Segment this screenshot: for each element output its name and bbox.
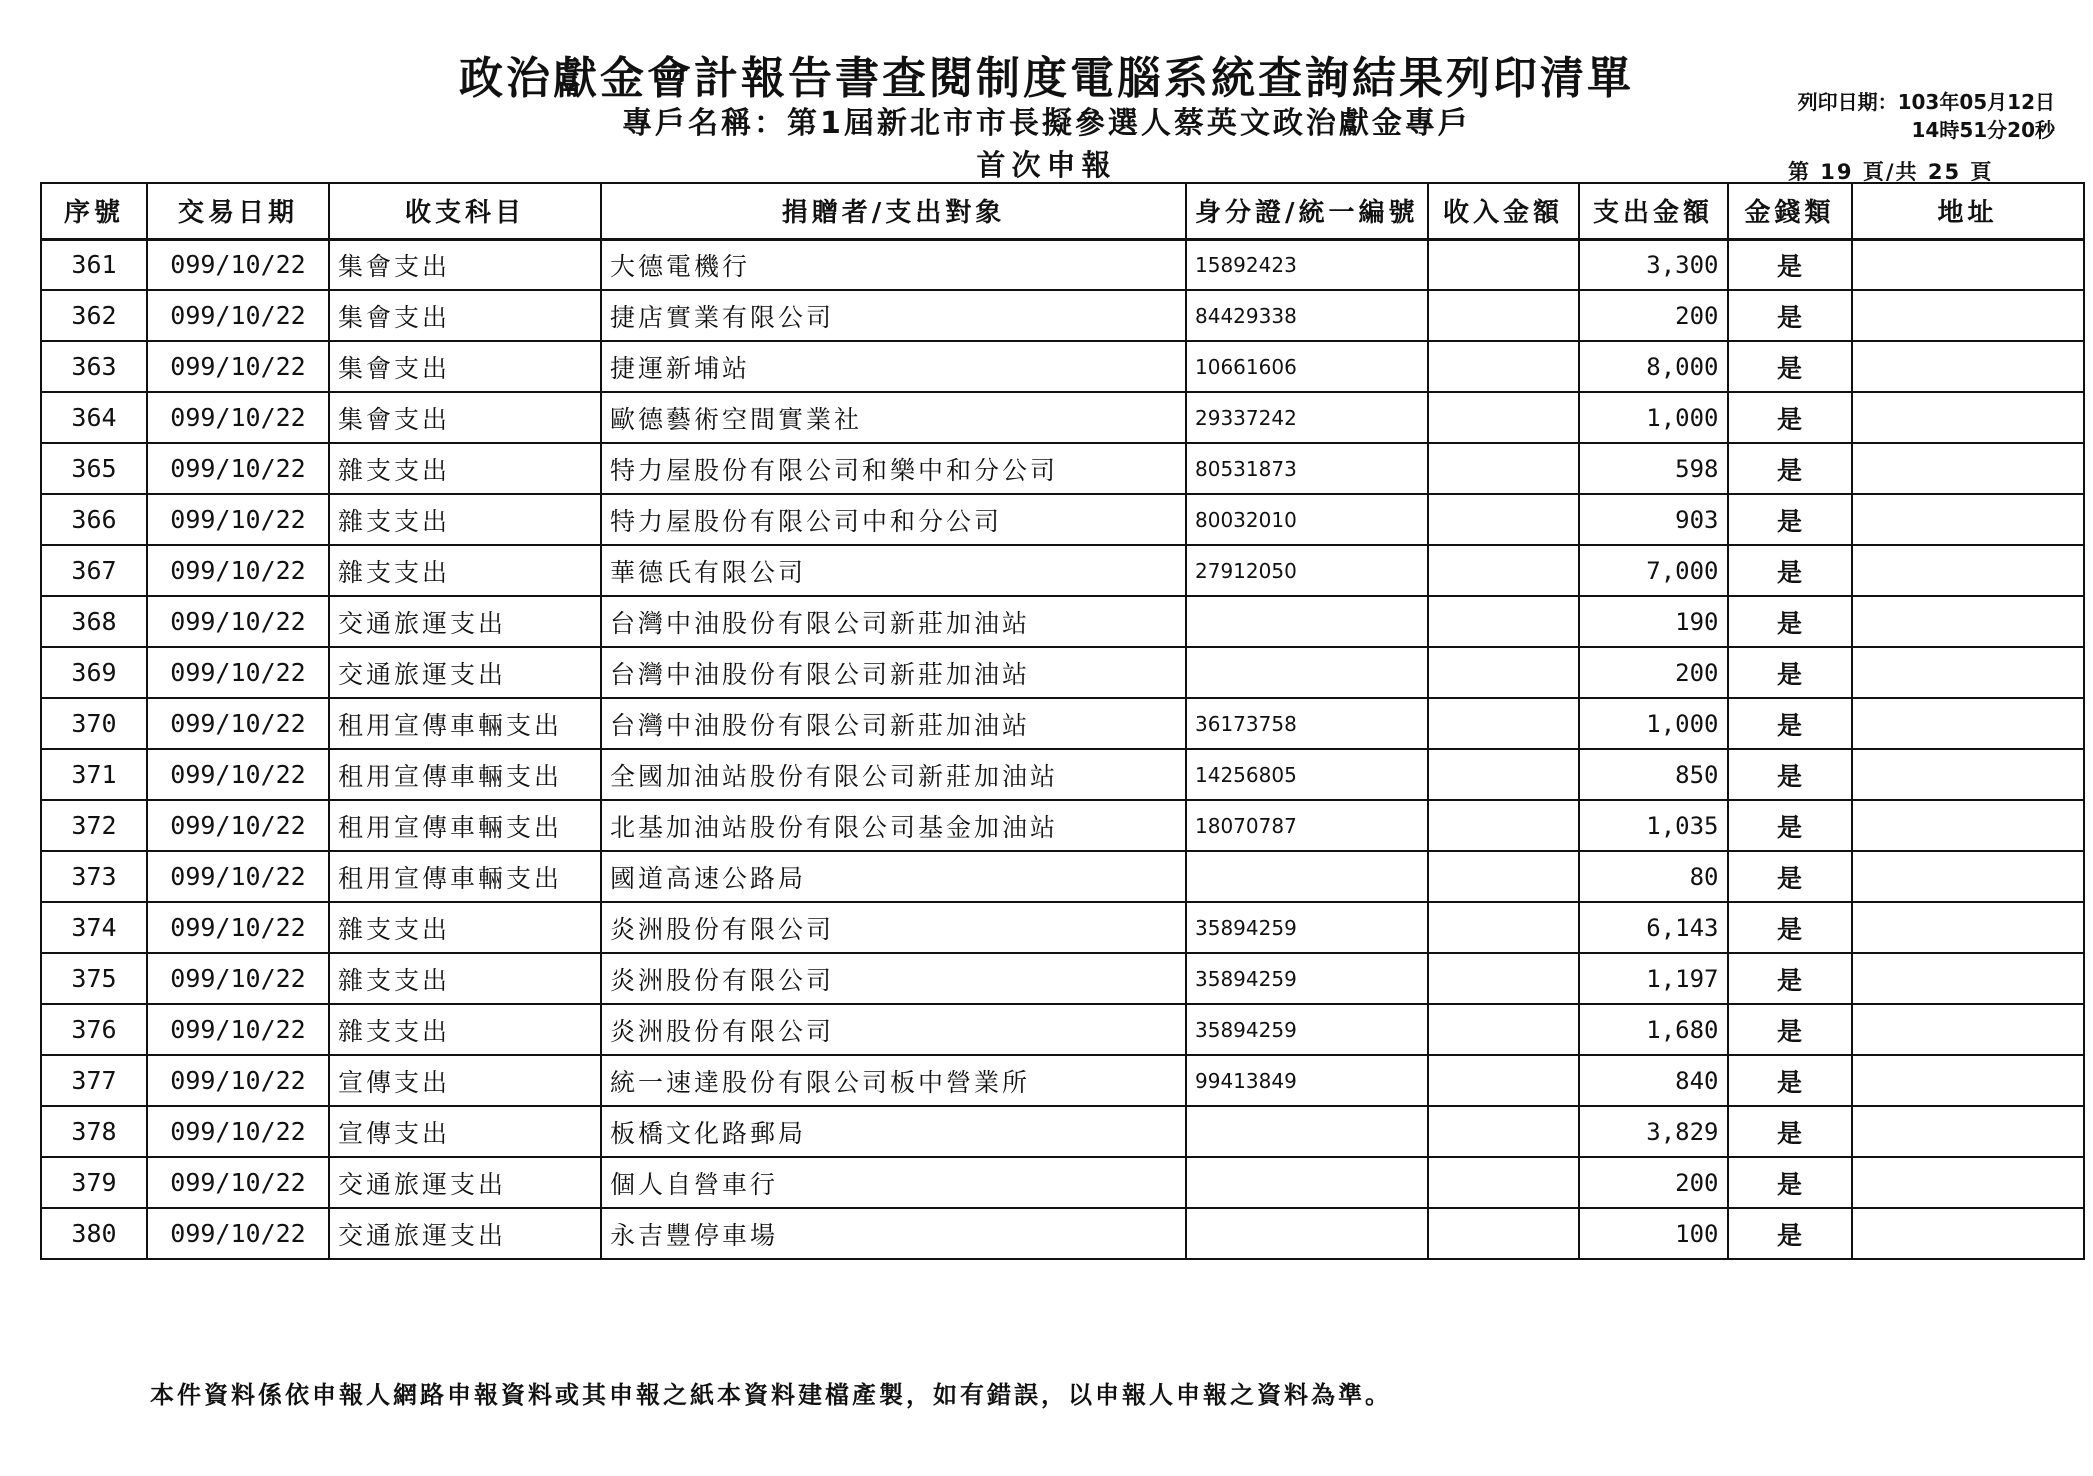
cell-address (1852, 494, 2084, 545)
cell-address (1852, 1004, 2084, 1055)
cell-cash: 是 (1728, 698, 1852, 749)
cell-cash: 是 (1728, 494, 1852, 545)
cell-party: 統一速達股份有限公司板中營業所 (601, 1055, 1186, 1106)
cell-income (1428, 851, 1579, 902)
cell-expense: 100 (1579, 1208, 1728, 1259)
cell-party: 大德電機行 (601, 239, 1186, 290)
cell-cash: 是 (1728, 1106, 1852, 1157)
table-row (41, 1004, 2084, 1055)
cell-seq: 379 (41, 1157, 147, 1208)
cell-category: 雜支支出 (329, 443, 601, 494)
cell-date: 099/10/22 (147, 698, 329, 749)
cell-date: 099/10/22 (147, 443, 329, 494)
cell-expense: 840 (1579, 1055, 1728, 1106)
cell-cash: 是 (1728, 851, 1852, 902)
cell-category: 集會支出 (329, 290, 601, 341)
col-header-date: 交易日期 (147, 183, 329, 239)
cell-id: 84429338 (1186, 290, 1428, 341)
cell-id: 35894259 (1186, 953, 1428, 1004)
table-row (41, 647, 2084, 698)
table-header-row (41, 183, 2084, 239)
cell-address (1852, 290, 2084, 341)
cell-date: 099/10/22 (147, 494, 329, 545)
cell-income (1428, 902, 1579, 953)
cell-address (1852, 392, 2084, 443)
cell-seq: 378 (41, 1106, 147, 1157)
cell-expense: 3,300 (1579, 239, 1728, 290)
cell-cash: 是 (1728, 1208, 1852, 1259)
cell-id: 80032010 (1186, 494, 1428, 545)
col-header-expense: 支出金額 (1579, 183, 1728, 239)
cell-party: 國道高速公路局 (601, 851, 1186, 902)
cell-cash: 是 (1728, 596, 1852, 647)
cell-cash: 是 (1728, 341, 1852, 392)
cell-expense: 1,680 (1579, 1004, 1728, 1055)
cell-date: 099/10/22 (147, 1004, 329, 1055)
cell-id: 27912050 (1186, 545, 1428, 596)
cell-date: 099/10/22 (147, 290, 329, 341)
cell-category: 集會支出 (329, 341, 601, 392)
cell-expense: 1,000 (1579, 392, 1728, 443)
cell-address (1852, 647, 2084, 698)
cell-income (1428, 494, 1579, 545)
cell-income (1428, 1106, 1579, 1157)
cell-seq: 363 (41, 341, 147, 392)
cell-party: 台灣中油股份有限公司新莊加油站 (601, 647, 1186, 698)
cell-category: 宣傳支出 (329, 1106, 601, 1157)
cell-category: 雜支支出 (329, 902, 601, 953)
cell-expense: 200 (1579, 1157, 1728, 1208)
cell-expense: 80 (1579, 851, 1728, 902)
cell-address (1852, 1055, 2084, 1106)
cell-address (1852, 953, 2084, 1004)
print-date: 列印日期：103年05月12日 (1797, 90, 2055, 114)
cell-seq: 362 (41, 290, 147, 341)
cell-category: 租用宣傳車輛支出 (329, 749, 601, 800)
table-row (41, 545, 2084, 596)
cell-seq: 370 (41, 698, 147, 749)
cell-seq: 369 (41, 647, 147, 698)
cell-id: 99413849 (1186, 1055, 1428, 1106)
col-header-id: 身分證/統一編號 (1186, 183, 1428, 239)
ledger-table (40, 182, 2085, 1260)
cell-expense: 6,143 (1579, 902, 1728, 953)
cell-cash: 是 (1728, 239, 1852, 290)
cell-cash: 是 (1728, 392, 1852, 443)
cell-address (1852, 698, 2084, 749)
cell-category: 集會支出 (329, 392, 601, 443)
col-header-cash: 金錢類 (1728, 183, 1852, 239)
col-header-party: 捐贈者/支出對象 (601, 183, 1186, 239)
cell-party: 永吉豐停車場 (601, 1208, 1186, 1259)
cell-date: 099/10/22 (147, 1157, 329, 1208)
cell-seq: 366 (41, 494, 147, 545)
cell-party: 炎洲股份有限公司 (601, 902, 1186, 953)
cell-party: 捷店實業有限公司 (601, 290, 1186, 341)
cell-party: 特力屋股份有限公司中和分公司 (601, 494, 1186, 545)
cell-date: 099/10/22 (147, 1208, 329, 1259)
table-body (41, 239, 2084, 1259)
cell-seq: 361 (41, 239, 147, 290)
cell-date: 099/10/22 (147, 341, 329, 392)
cell-seq: 371 (41, 749, 147, 800)
cell-id (1186, 1106, 1428, 1157)
cell-expense: 7,000 (1579, 545, 1728, 596)
cell-seq: 374 (41, 902, 147, 953)
cell-expense: 1,000 (1579, 698, 1728, 749)
cell-expense: 1,197 (1579, 953, 1728, 1004)
cell-cash: 是 (1728, 953, 1852, 1004)
cell-cash: 是 (1728, 1004, 1852, 1055)
cell-address (1852, 596, 2084, 647)
cell-category: 雜支支出 (329, 1004, 601, 1055)
cell-income (1428, 1055, 1579, 1106)
cell-date: 099/10/22 (147, 851, 329, 902)
cell-category: 雜支支出 (329, 494, 601, 545)
table-row (41, 800, 2084, 851)
cell-category: 雜支支出 (329, 545, 601, 596)
cell-id (1186, 647, 1428, 698)
cell-date: 099/10/22 (147, 953, 329, 1004)
col-header-seq: 序號 (41, 183, 147, 239)
cell-seq: 365 (41, 443, 147, 494)
cell-date: 099/10/22 (147, 749, 329, 800)
cell-address (1852, 1208, 2084, 1259)
cell-date: 099/10/22 (147, 647, 329, 698)
table-row (41, 341, 2084, 392)
cell-seq: 376 (41, 1004, 147, 1055)
table-row (41, 443, 2084, 494)
table-row (41, 851, 2084, 902)
cell-cash: 是 (1728, 1055, 1852, 1106)
cell-party: 板橋文化路郵局 (601, 1106, 1186, 1157)
cell-income (1428, 596, 1579, 647)
cell-date: 099/10/22 (147, 239, 329, 290)
cell-category: 租用宣傳車輛支出 (329, 698, 601, 749)
cell-income (1428, 341, 1579, 392)
footnote: 本件資料係依申報人網路申報資料或其申報之紙本資料建檔產製，如有錯誤，以申報人申報之資料為準。 (150, 1381, 1392, 1409)
table-row (41, 953, 2084, 1004)
cell-id: 35894259 (1186, 902, 1428, 953)
cell-party: 北基加油站股份有限公司基金加油站 (601, 800, 1186, 851)
print-time: 14時51分20秒 (1911, 118, 2055, 142)
cell-category: 交通旅運支出 (329, 1208, 601, 1259)
cell-party: 台灣中油股份有限公司新莊加油站 (601, 698, 1186, 749)
cell-party: 捷運新埔站 (601, 341, 1186, 392)
table-row (41, 698, 2084, 749)
cell-date: 099/10/22 (147, 1055, 329, 1106)
table-row (41, 902, 2084, 953)
cell-income (1428, 647, 1579, 698)
page-info: 第 19 頁/共 25 頁 (1788, 160, 1994, 184)
cell-cash: 是 (1728, 647, 1852, 698)
print-info (1798, 88, 2055, 144)
cell-expense: 3,829 (1579, 1106, 1728, 1157)
cell-address (1852, 545, 2084, 596)
cell-id: 15892423 (1186, 239, 1428, 290)
cell-expense: 1,035 (1579, 800, 1728, 851)
document-title: 政治獻金會計報告書查閱制度電腦系統查詢結果列印清單 (459, 53, 1634, 104)
cell-cash: 是 (1728, 749, 1852, 800)
cell-id (1186, 851, 1428, 902)
col-header-category: 收支科目 (329, 183, 601, 239)
cell-income (1428, 545, 1579, 596)
table-row (41, 749, 2084, 800)
cell-id (1186, 596, 1428, 647)
table-row (41, 1106, 2084, 1157)
cell-category: 交通旅運支出 (329, 647, 601, 698)
cell-party: 特力屋股份有限公司和樂中和分公司 (601, 443, 1186, 494)
table-row (41, 596, 2084, 647)
cell-income (1428, 392, 1579, 443)
cell-income (1428, 953, 1579, 1004)
cell-id (1186, 1208, 1428, 1259)
cell-address (1852, 239, 2084, 290)
cell-expense: 8,000 (1579, 341, 1728, 392)
cell-id: 80531873 (1186, 443, 1428, 494)
cell-party: 華德氏有限公司 (601, 545, 1186, 596)
table-row (41, 1208, 2084, 1259)
cell-address (1852, 1157, 2084, 1208)
col-header-income: 收入金額 (1428, 183, 1579, 239)
table-row (41, 1055, 2084, 1106)
table-row (41, 494, 2084, 545)
cell-seq: 367 (41, 545, 147, 596)
cell-cash: 是 (1728, 902, 1852, 953)
cell-seq: 364 (41, 392, 147, 443)
cell-id (1186, 1157, 1428, 1208)
cell-income (1428, 749, 1579, 800)
cell-income (1428, 290, 1579, 341)
cell-cash: 是 (1728, 800, 1852, 851)
cell-party: 炎洲股份有限公司 (601, 1004, 1186, 1055)
cell-party: 炎洲股份有限公司 (601, 953, 1186, 1004)
cell-income (1428, 1004, 1579, 1055)
cell-category: 租用宣傳車輛支出 (329, 800, 601, 851)
col-header-address: 地址 (1852, 183, 2084, 239)
cell-address (1852, 902, 2084, 953)
cell-date: 099/10/22 (147, 545, 329, 596)
cell-address (1852, 749, 2084, 800)
cell-income (1428, 800, 1579, 851)
cell-income (1428, 1208, 1579, 1259)
cell-category: 交通旅運支出 (329, 596, 601, 647)
table-row (41, 290, 2084, 341)
cell-id: 10661606 (1186, 341, 1428, 392)
cell-address (1852, 341, 2084, 392)
cell-date: 099/10/22 (147, 800, 329, 851)
cell-seq: 373 (41, 851, 147, 902)
table-row (41, 1157, 2084, 1208)
cell-date: 099/10/22 (147, 1106, 329, 1157)
cell-id: 35894259 (1186, 1004, 1428, 1055)
cell-seq: 380 (41, 1208, 147, 1259)
cell-category: 雜支支出 (329, 953, 601, 1004)
cell-cash: 是 (1728, 290, 1852, 341)
cell-category: 租用宣傳車輛支出 (329, 851, 601, 902)
cell-id: 29337242 (1186, 392, 1428, 443)
account-name: 專戶名稱：第1屆新北市市長擬參選人蔡英文政治獻金專戶 (622, 106, 1471, 141)
cell-date: 099/10/22 (147, 596, 329, 647)
cell-id: 14256805 (1186, 749, 1428, 800)
cell-category: 宣傳支出 (329, 1055, 601, 1106)
cell-seq: 372 (41, 800, 147, 851)
table-row (41, 239, 2084, 290)
cell-category: 交通旅運支出 (329, 1157, 601, 1208)
cell-expense: 903 (1579, 494, 1728, 545)
cell-expense: 598 (1579, 443, 1728, 494)
cell-address (1852, 1106, 2084, 1157)
cell-id: 36173758 (1186, 698, 1428, 749)
cell-date: 099/10/22 (147, 902, 329, 953)
cell-cash: 是 (1728, 545, 1852, 596)
cell-party: 個人自營車行 (601, 1157, 1186, 1208)
cell-address (1852, 800, 2084, 851)
cell-seq: 375 (41, 953, 147, 1004)
cell-party: 歐德藝術空間實業社 (601, 392, 1186, 443)
cell-id: 18070787 (1186, 800, 1428, 851)
filing-type: 首次申報 (976, 148, 1117, 182)
cell-address (1852, 851, 2084, 902)
cell-party: 台灣中油股份有限公司新莊加油站 (601, 596, 1186, 647)
cell-party: 全國加油站股份有限公司新莊加油站 (601, 749, 1186, 800)
cell-date: 099/10/22 (147, 392, 329, 443)
cell-expense: 200 (1579, 290, 1728, 341)
cell-expense: 850 (1579, 749, 1728, 800)
cell-seq: 377 (41, 1055, 147, 1106)
cell-address (1852, 443, 2084, 494)
cell-category: 集會支出 (329, 239, 601, 290)
table-row (41, 392, 2084, 443)
cell-income (1428, 698, 1579, 749)
cell-seq: 368 (41, 596, 147, 647)
cell-expense: 200 (1579, 647, 1728, 698)
cell-income (1428, 443, 1579, 494)
cell-expense: 190 (1579, 596, 1728, 647)
cell-income (1428, 239, 1579, 290)
cell-income (1428, 1157, 1579, 1208)
cell-cash: 是 (1728, 443, 1852, 494)
cell-cash: 是 (1728, 1157, 1852, 1208)
